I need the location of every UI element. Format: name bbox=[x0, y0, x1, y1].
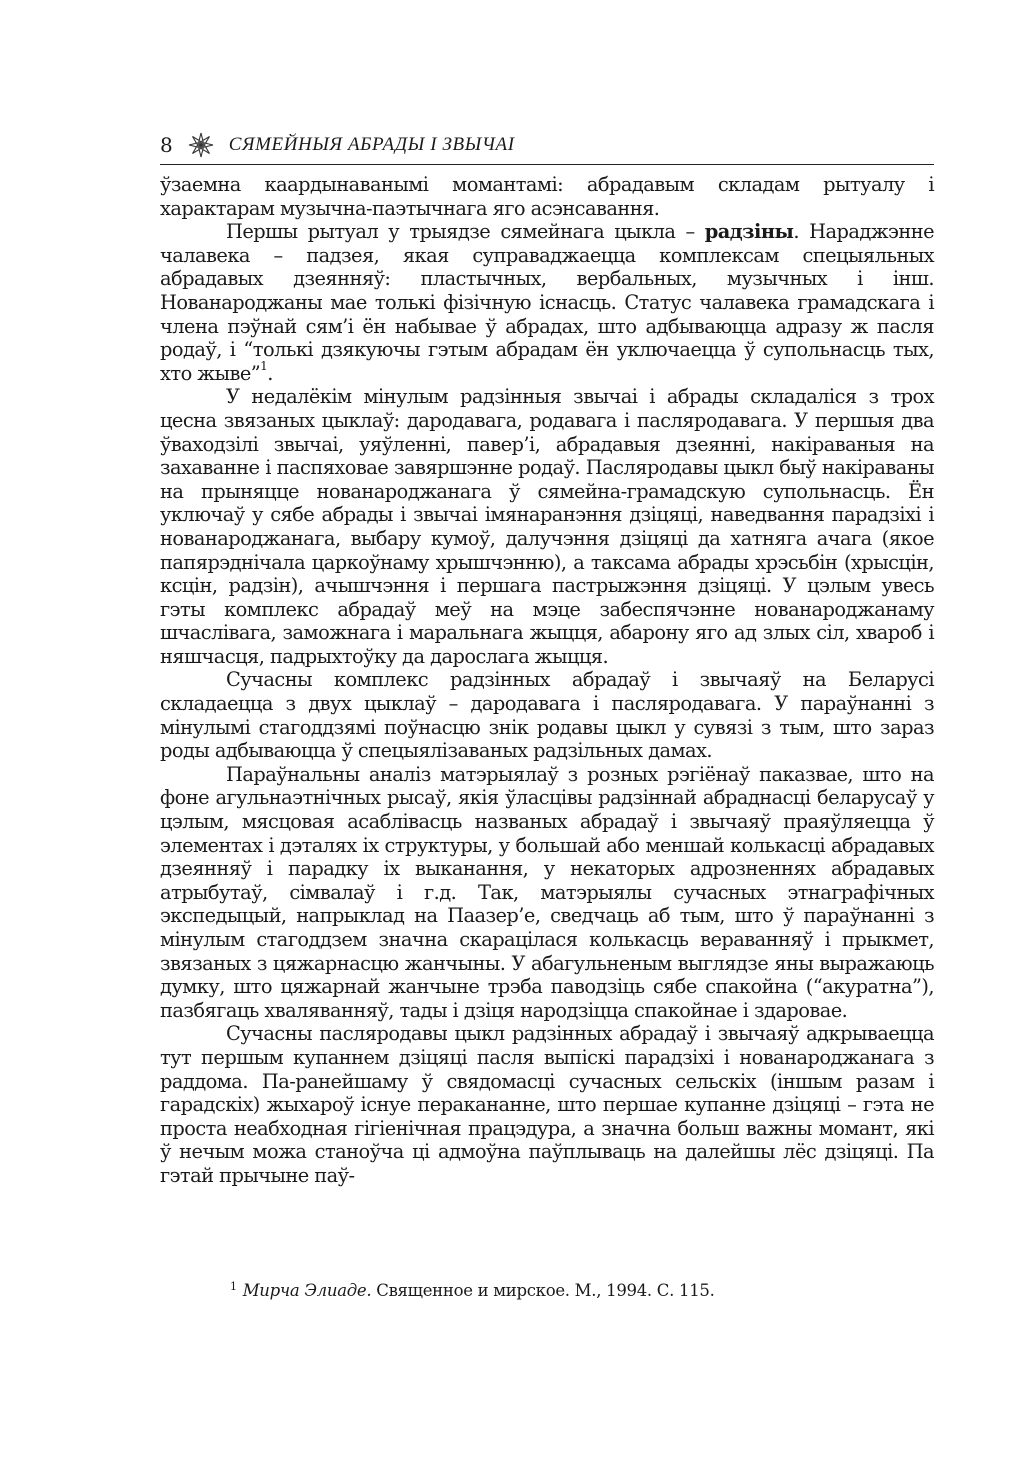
body-text bbox=[160, 173, 934, 1188]
paragraph-text: Сучасны пасляродавы цыкл радзінных абрадаў і звычаяў адкрываецца тут першым купаннем дзіцяці пасля выпіскі парадзіхі і нованароджанага з раддома. Па-ранейшаму ў свядомасці сучасных сельскіх (іншым разам і гарадскіх) жыхароў існуе перакананне, што першае купанне дзіцяці – гэта не проста неабходная гігіенічная працэдура, а значна больш важны момант, які ў нечым можа станоўча ці адмоўна паўплываць на далейшы лёс дзіцяці. Па гэтай прычыне паў- bbox=[160, 1022, 934, 1187]
paragraph-text: ўзаемна каардынаванымі момантамі: абрадавым складам рытуалу і характарам музычна-паэтычнага яго асэнсавання. bbox=[160, 173, 934, 220]
page bbox=[160, 128, 934, 1188]
footnote-ref[interactable]: 1 bbox=[260, 359, 268, 374]
paragraph-text: . Нараджэнне чалавека – падзея, якая суправаджаецца комплексам спецыяльных абрадавых дзеянняў: пластычных, вербальных, музычных і інш. Нованароджаны мае толькі фізічную існасць. Статус чалавека грамадскага і члена пэўнай сям’і ён набывае ў абрадах, што адбываюцца адразу ж пасля родаў, і “толькі дзякуючы гэтым абрадам ён уключаецца ў супольнасць тых, хто жыве” bbox=[160, 220, 934, 385]
page-number: 8 bbox=[160, 133, 173, 157]
running-head-title: СЯМЕЙНЫЯ АБРАДЫ І ЗВЫЧАІ bbox=[228, 134, 515, 155]
paragraph-text: У недалёкім мінулым радзінныя звычаі і абрады складаліся з трох цесна звязаных цыклаў: дародавага, родавага і пасляродавага. У першыя два ўваходзілі звычаі, уяўленні, павер’і, абрадавыя дзеянні, накіраваныя на захаванне і паспяховае завяршэнне родаў. Пасляродавы цыкл быў накіраваны на прыняцце нованароджанага ў сямейна-грамадскую супольнасць. Ён уключаў у сябе абрады і звычаі імянаранэння дзіцяці, наведвання парадзіхі і нованароджанага, выбару кумоў, далучэння дзіцяці да хатняга ачага (якое папярэднічала царкоўнаму хрышчэнню), а таксама абрады хрэсьбін (хрысцін, ксцін, радзін), ачышчэння і першага пастрыжэння дзіцяці. У цэлым увесь гэты комплекс абрадаў меў на мэце забеспячэнне нованароджанаму шчаслівага, заможнага і маральнага жыцця, абарону яго ад злых сіл, хвароб і няшчасця, падрыхтоўку да дарослага жыцця. bbox=[160, 385, 934, 668]
paragraph-text: Сучасны комплекс радзінных абрадаў і звычаяў на Беларусі складаецца з двух цыклаў – дародавага і пасляродавага. У параўнанні з мінулымі стагоддзямі поўнасцю знік родавы цыкл у сувязі з тым, што зараз роды адбываюцца ў спецыялізаваных радзільных дамах. bbox=[160, 668, 934, 763]
footnote bbox=[230, 1280, 934, 1302]
paragraph-text: Першы рытуал у трыядзе сямейнага цыкла – bbox=[226, 220, 705, 244]
paragraph-text: . bbox=[267, 361, 273, 385]
paragraph-text: Параўнальны аналіз матэрыялаў з розных рэгіёнаў паказвае, што на фоне агульнаэтнічных рысаў, якія ўласцівы радзіннай абраднасці беларусаў у цэлым, мясцовая асаблівасць названых абрадаў і звычаяў праяўляецца ў элементах і дэталях іх структуры, у большай або меншай колькасці абрадавых дзеянняў і парадку іх выканання, у некаторых адрозненнях абрадавых атрыбутаў, сімвалаў і г.д. Так, матэрыялы сучасных этнаграфічных экспедыцый, напрыклад на Паазер’е, сведчаць аб тым, што ў параўнанні з мінулым стагоддзем значна скарацілася колькасць вераванняў і прыкмет, звязаных з цяжарнасцю жанчыны. У абагульненым выглядзе яны выражаюць думку, што цяжарнай жанчыне трэба паводзіць сябе спакойна (“акуратна”), пазбягаць хваляванняў, тады і дзіця народзіцца спакойнае і здаровае. bbox=[160, 762, 934, 1022]
paragraph bbox=[160, 668, 934, 762]
footnote-mark: 1 bbox=[230, 1279, 237, 1293]
paragraph bbox=[160, 220, 934, 385]
bold-term: радзіны bbox=[704, 220, 794, 244]
paragraph-continuation bbox=[160, 173, 934, 220]
paragraph bbox=[160, 385, 934, 668]
star-flower-icon bbox=[187, 131, 215, 159]
running-head bbox=[160, 128, 934, 165]
footnote-author: Мирча Элиаде. bbox=[242, 1281, 372, 1300]
footnote-reference: Священное и мирское. М., 1994. С. 115. bbox=[371, 1281, 715, 1300]
paragraph bbox=[160, 1022, 934, 1187]
paragraph bbox=[160, 763, 934, 1023]
